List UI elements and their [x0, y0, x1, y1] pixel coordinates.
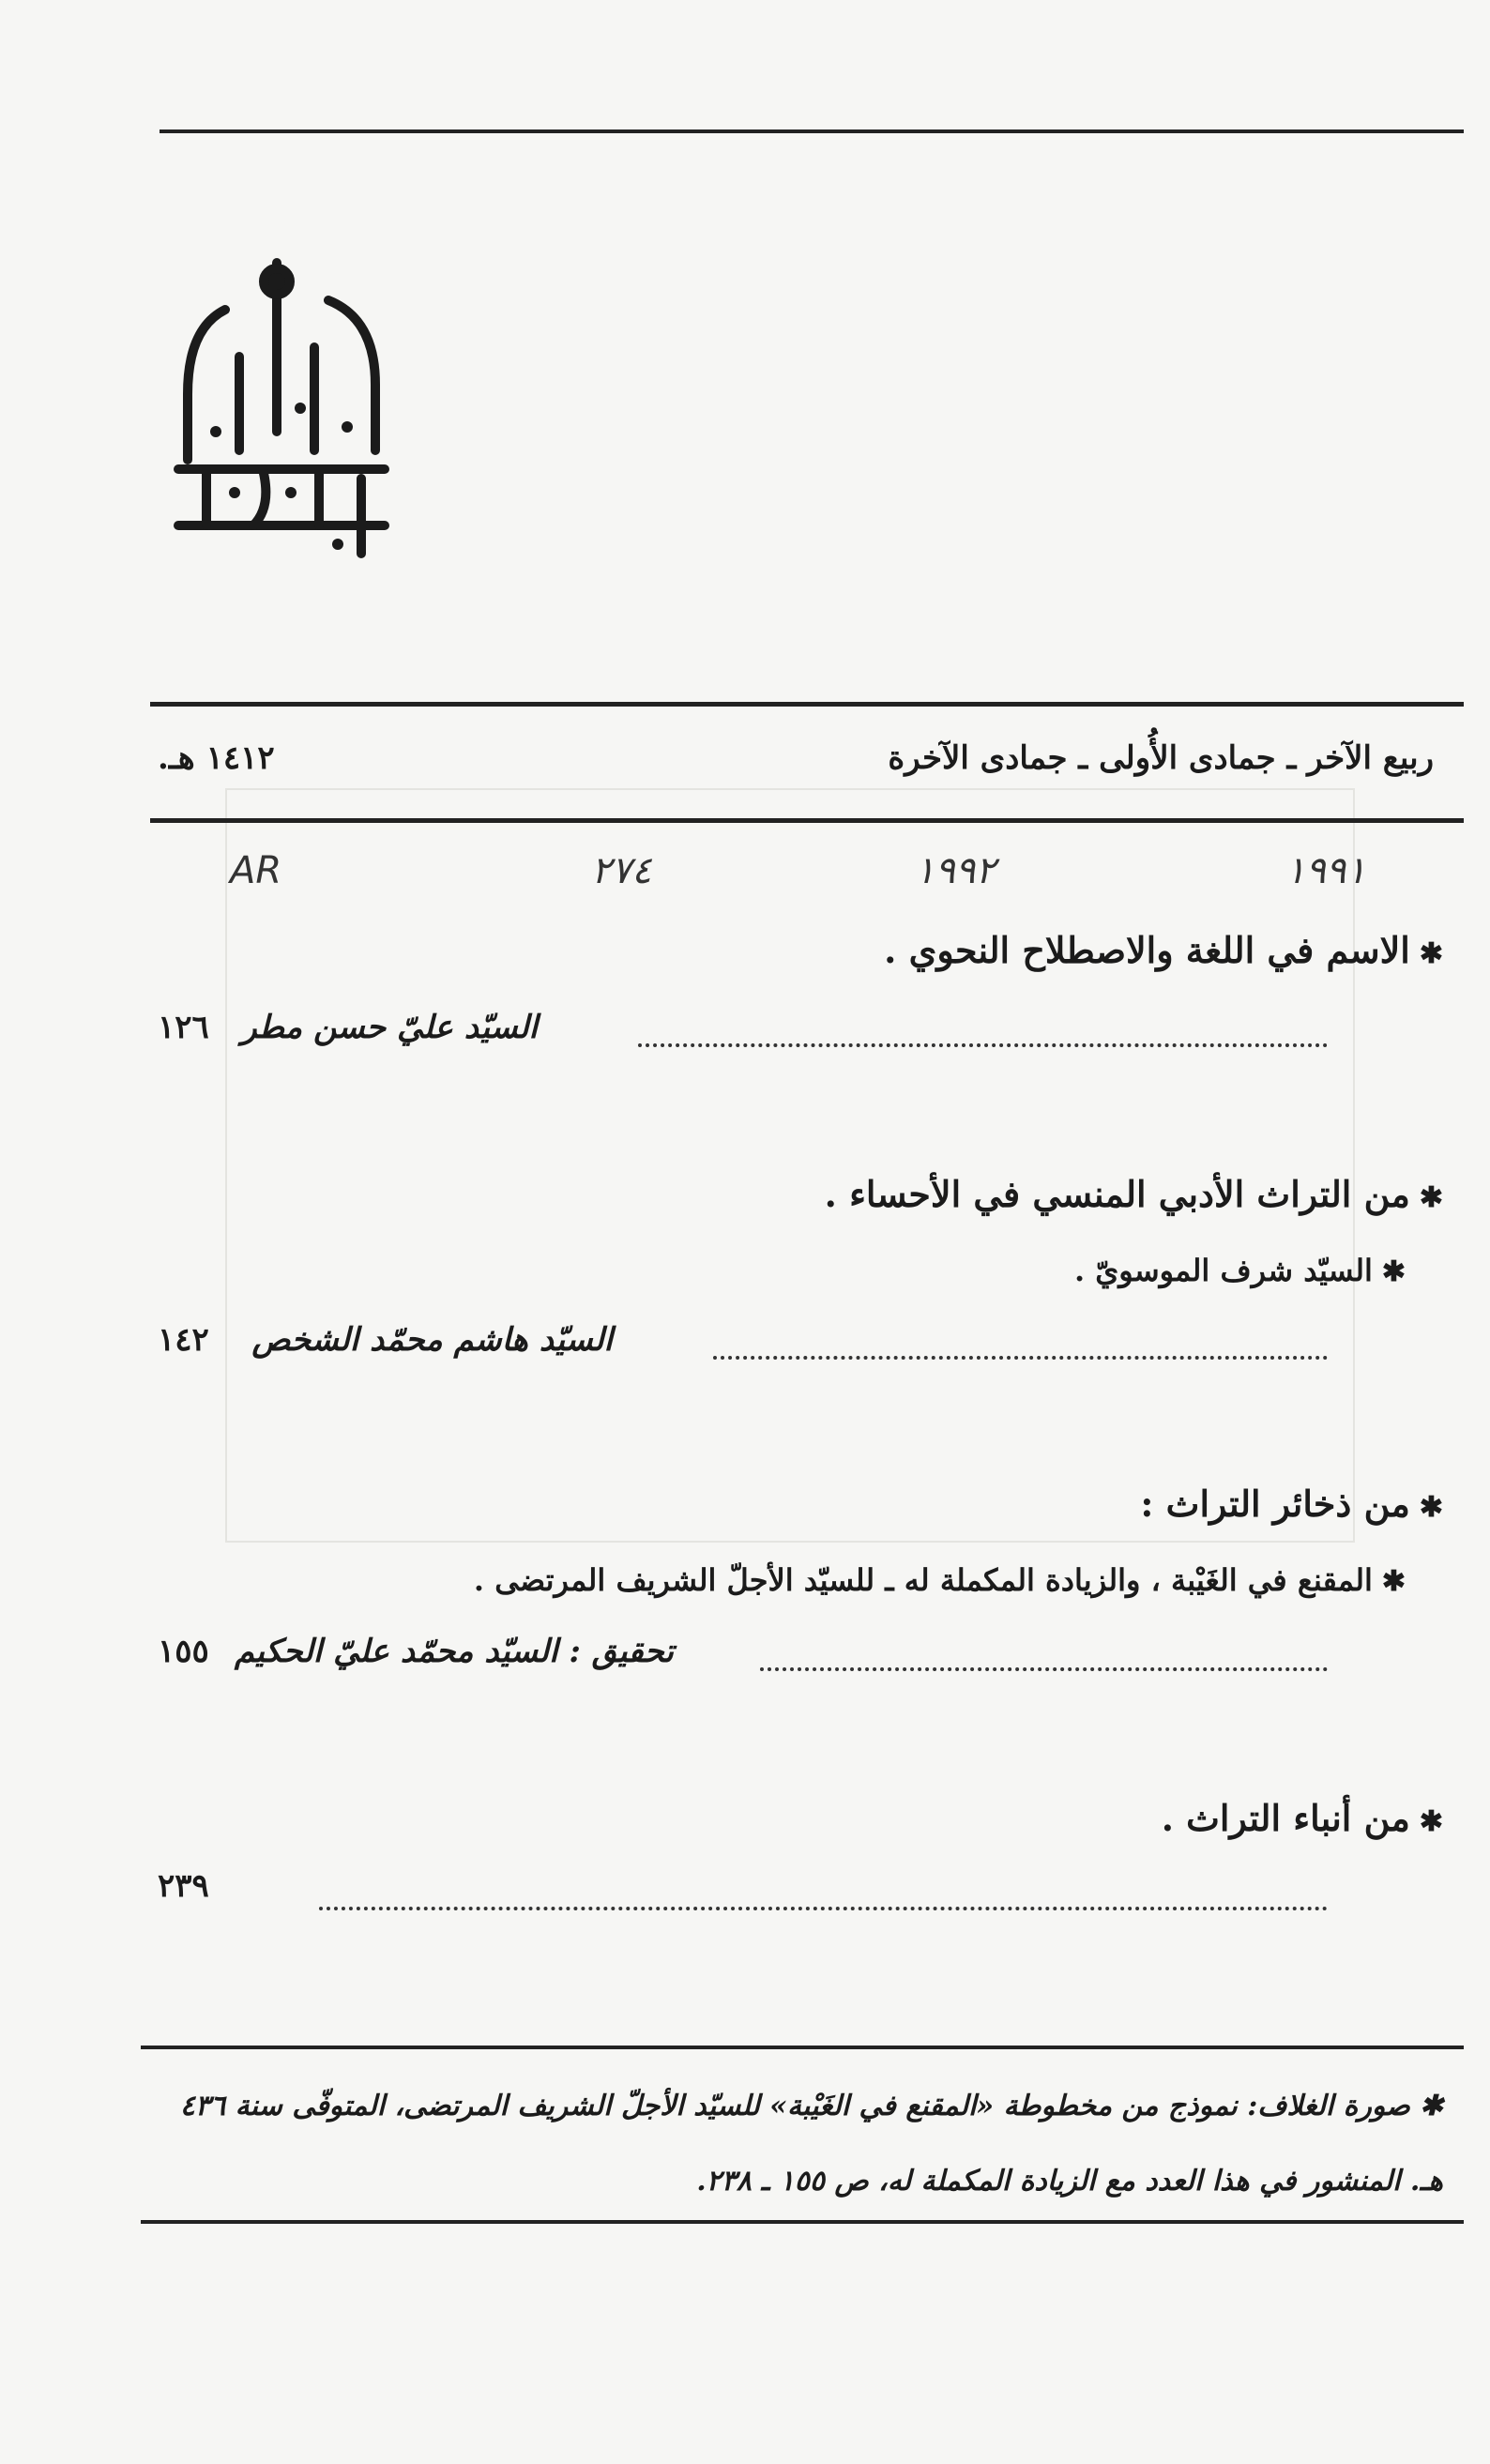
handwritten-note: AR [230, 849, 282, 892]
leader-dots [638, 1043, 1328, 1047]
footnote-rule-top [141, 2046, 1464, 2049]
issue-period: ربيع الآخر ـ جمادى الأُولى ـ جمادى الآخرة [888, 739, 1434, 777]
header-rule-bottom [150, 818, 1464, 823]
toc-title-text: من التراث الأدبي المنسي في الأحساء . [824, 1173, 1410, 1215]
cover-note-line: صورة الغلاف: نموذج من مخطوطة «المقنع في الغَيْبة» للسيّد الأجلّ الشريف المرتضى، المتوفّى سنة ٤٣٦ [179, 2090, 1410, 2122]
toc-subtitle-text: المقنع في الغَيْبة ، والزيادة المكملة له ـ للسيّد الأجلّ الشريف المرتضى . [473, 1562, 1373, 1598]
toc-entry-author: السيّد عليّ حسن مطر [241, 1009, 538, 1046]
bullet-star-icon: ✱ [1419, 1491, 1443, 1524]
footnote-rule-bottom [141, 2220, 1464, 2224]
bullet-star-icon: ✱ [1419, 2090, 1443, 2122]
leader-dots [319, 1907, 1328, 1910]
toc-entry-page: ١٥٥ [158, 1633, 209, 1670]
logo [150, 244, 413, 582]
toc-subtitle-text: السيّد شرف الموسويّ . [1073, 1253, 1373, 1288]
bullet-star-icon: ✱ [1381, 1255, 1406, 1288]
bullet-star-icon: ✱ [1419, 1805, 1443, 1838]
toc-entry-title [1140, 1483, 1443, 1525]
toc-entry-author: تحقيق : السيّد محمّد عليّ الحكيم [234, 1633, 674, 1670]
toc-entry-subtitle [474, 1562, 1406, 1598]
cover-note [141, 2092, 1443, 2121]
handwritten-note: ١٩٩٢ [915, 849, 996, 892]
toc-entry-author: السيّد هاشم محمّد الشخص [251, 1321, 613, 1359]
toc-title-text: من ذخائر التراث : [1140, 1483, 1410, 1525]
header-rule-top [150, 702, 1464, 707]
bullet-star-icon: ✱ [1381, 1565, 1406, 1598]
bullet-star-icon: ✱ [1419, 937, 1443, 970]
toc-title-text: من أنباء التراث . [1161, 1797, 1410, 1839]
handwritten-note: ١٩٩١ [1285, 849, 1366, 892]
toc-title-text: الاسم في اللغة والاصطلاح النحوي . [884, 929, 1410, 971]
cover-note-line: هـ. المنشور في هذا العدد مع الزيادة المكملة له، ص ١٥٥ ـ ٢٣٨. [696, 2165, 1443, 2198]
leader-dots [713, 1356, 1328, 1360]
leader-dots [760, 1667, 1328, 1671]
toc-entry-page: ٢٣٩ [158, 1867, 209, 1905]
toc-entry-subtitle [1074, 1253, 1406, 1288]
toc-entry-page: ١٢٦ [158, 1009, 209, 1046]
top-rule [160, 129, 1464, 133]
toc-entry-title [825, 1173, 1443, 1215]
handwritten-note: ٢٧٤ [591, 849, 652, 892]
bullet-star-icon: ✱ [1419, 1181, 1443, 1214]
toc-entry-title [884, 929, 1443, 971]
issue-year: ١٤١٢ هـ. [158, 739, 275, 777]
toc-entry-title [1162, 1797, 1443, 1839]
toc-entry-page: ١٤٢ [158, 1321, 209, 1359]
logo-calligraphy-icon [150, 244, 413, 582]
cover-decoration [225, 788, 1355, 1543]
